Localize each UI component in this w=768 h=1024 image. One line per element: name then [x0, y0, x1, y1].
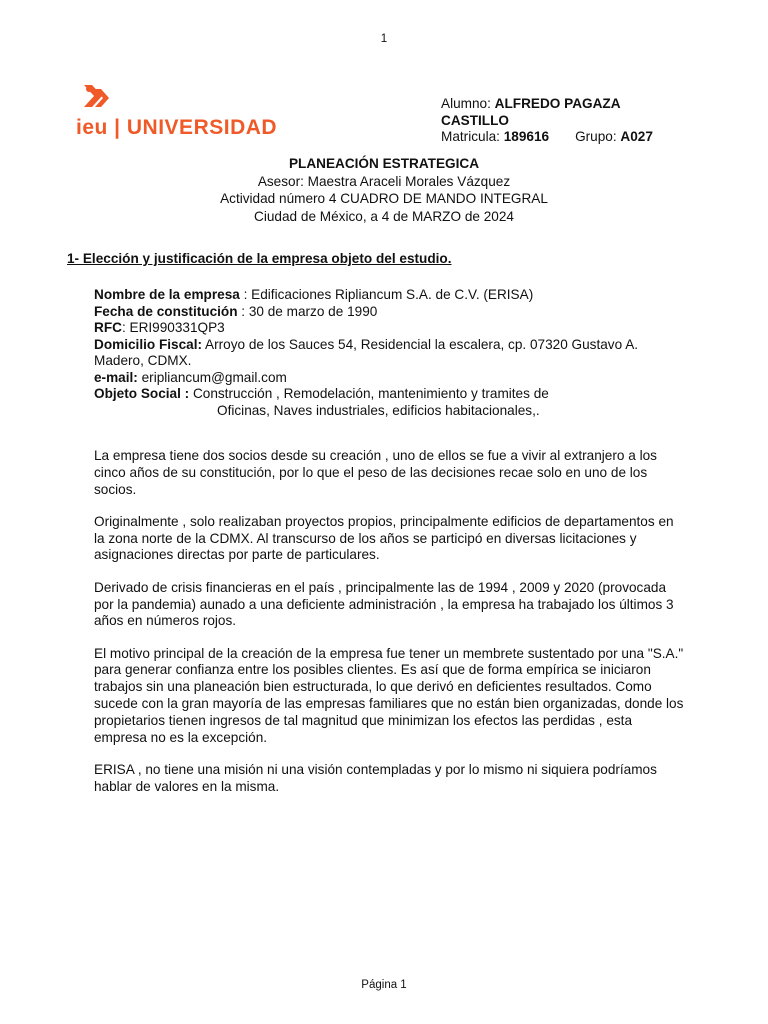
page-footer: Página 1: [361, 979, 407, 991]
paragraph-socios: La empresa tiene dos socios desde su creación , uno de ellos se fue a vivir al extranjero a los cinco años de su constitución, por lo que el peso de las decisiones recae solo en uno de los socios.: [94, 448, 657, 497]
alumno-label: Alumno:: [441, 96, 495, 111]
fecha-line: [94, 304, 674, 321]
objeto-value-2: Oficinas, Naves industriales, edificios habitacionales,.: [217, 402, 540, 418]
domicilio-line-2: [94, 353, 674, 370]
logo-wordmark: ieu | UNIVERSIDAD: [76, 116, 278, 139]
rfc-value: : ERI990331QP3: [121, 320, 225, 335]
logo-chevron-icon: [80, 83, 120, 117]
document-title: PLANEACIÓN ESTRATEGICA: [288, 156, 480, 171]
ciudad-fecha-line: Ciudad de México, a 4 de MARZO de 2024: [254, 208, 514, 224]
grupo-value: A027: [620, 129, 653, 144]
matricula-label: Matricula:: [441, 129, 504, 144]
email-label: e-mail:: [94, 369, 138, 385]
rfc-label: RFC: [94, 320, 122, 335]
rfc-line: [94, 320, 674, 337]
alumno-line: [441, 96, 681, 113]
fecha-value: : 30 de marzo de 1990: [237, 303, 378, 319]
body-paragraphs: [94, 448, 684, 811]
section-title: 1- Elección y justificación de la empresa objeto del estudio.: [67, 251, 452, 266]
alumno-line-2: [441, 113, 681, 130]
domicilio-value: Arroyo de los Sauces 54, Residencial la escalera, cp. 07320 Gustavo A.: [202, 336, 639, 352]
matricula-value: 189616: [503, 129, 550, 144]
domicilio-label: Domicilio Fiscal:: [94, 336, 203, 352]
alumno-name-first: ALFREDO PAGAZA: [494, 96, 621, 111]
domicilio-line: [94, 337, 674, 354]
domicilio-value-2: Madero, CDMX.: [94, 353, 192, 368]
nombre-label: Nombre de la empresa: [94, 287, 240, 302]
paragraph-crisis: Derivado de crisis financieras en el país , principalmente las de 1994 , 2009 y 2020 (provocada por la pandemia) aunado a una deficiente administración , la empresa ha trabajado los últimos 3 años en números rojos.: [94, 579, 674, 629]
fecha-label: Fecha de constitución: [94, 303, 238, 319]
objeto-label: Objeto Social :: [94, 386, 190, 401]
objeto-value: Construcción , Remodelación, mantenimiento y tramites de: [189, 386, 549, 401]
objeto-line-2: [94, 403, 674, 420]
page-number-top: 1: [380, 33, 388, 45]
paragraph-motivo: El motivo principal de la creación de la empresa fue tener un membrete sustentado por una "S.A." para generar confianza entre los posibles clientes. Es así que de forma empírica se iniciaron trabajos sin una planeación bien estructurada, lo que derivó en deficientes resultados. Como sucede con la gran mayoría de las empresas familiares que no están bien organizadas, donde los propietarios tienen ingresos de tal magnitud que minimizan los efectos las perdidas , esta empresa no es la excepción.: [94, 645, 684, 745]
document-header: [0, 155, 768, 225]
paragraph-mision: ERISA , no tiene una misión ni una visión contempladas y por lo mismo ni siquiera podríamos hablar de valores en la misma.: [94, 761, 657, 794]
asesor-line: Asesor: Maestra Araceli Morales Vázquez: [257, 173, 511, 189]
company-info: [94, 287, 674, 419]
nombre-value: : Edificaciones Ripliancum S.A. de C.V. (ERISA): [239, 287, 534, 302]
email-line: [94, 370, 674, 387]
objeto-line: [94, 386, 674, 403]
ieu-universidad-logo: [76, 83, 316, 139]
alumno-name-second: CASTILLO: [441, 112, 509, 128]
paragraph-origen: Originalmente , solo realizaban proyectos propios, principalmente edificios de departamentos en la zona norte de la CDMX. Al transcurso de los años se participó en diversas licitaciones y asignaciones directas por parte de particulares.: [94, 513, 674, 563]
nombre-line: [94, 287, 674, 304]
actividad-line: Actividad número 4 CUADRO DE MANDO INTEGRAL: [220, 191, 548, 206]
matricula-line: [441, 129, 681, 146]
student-info: [441, 96, 681, 146]
email-value: eripliancum@gmail.com: [137, 369, 287, 385]
grupo-label: Grupo:: [575, 129, 621, 144]
